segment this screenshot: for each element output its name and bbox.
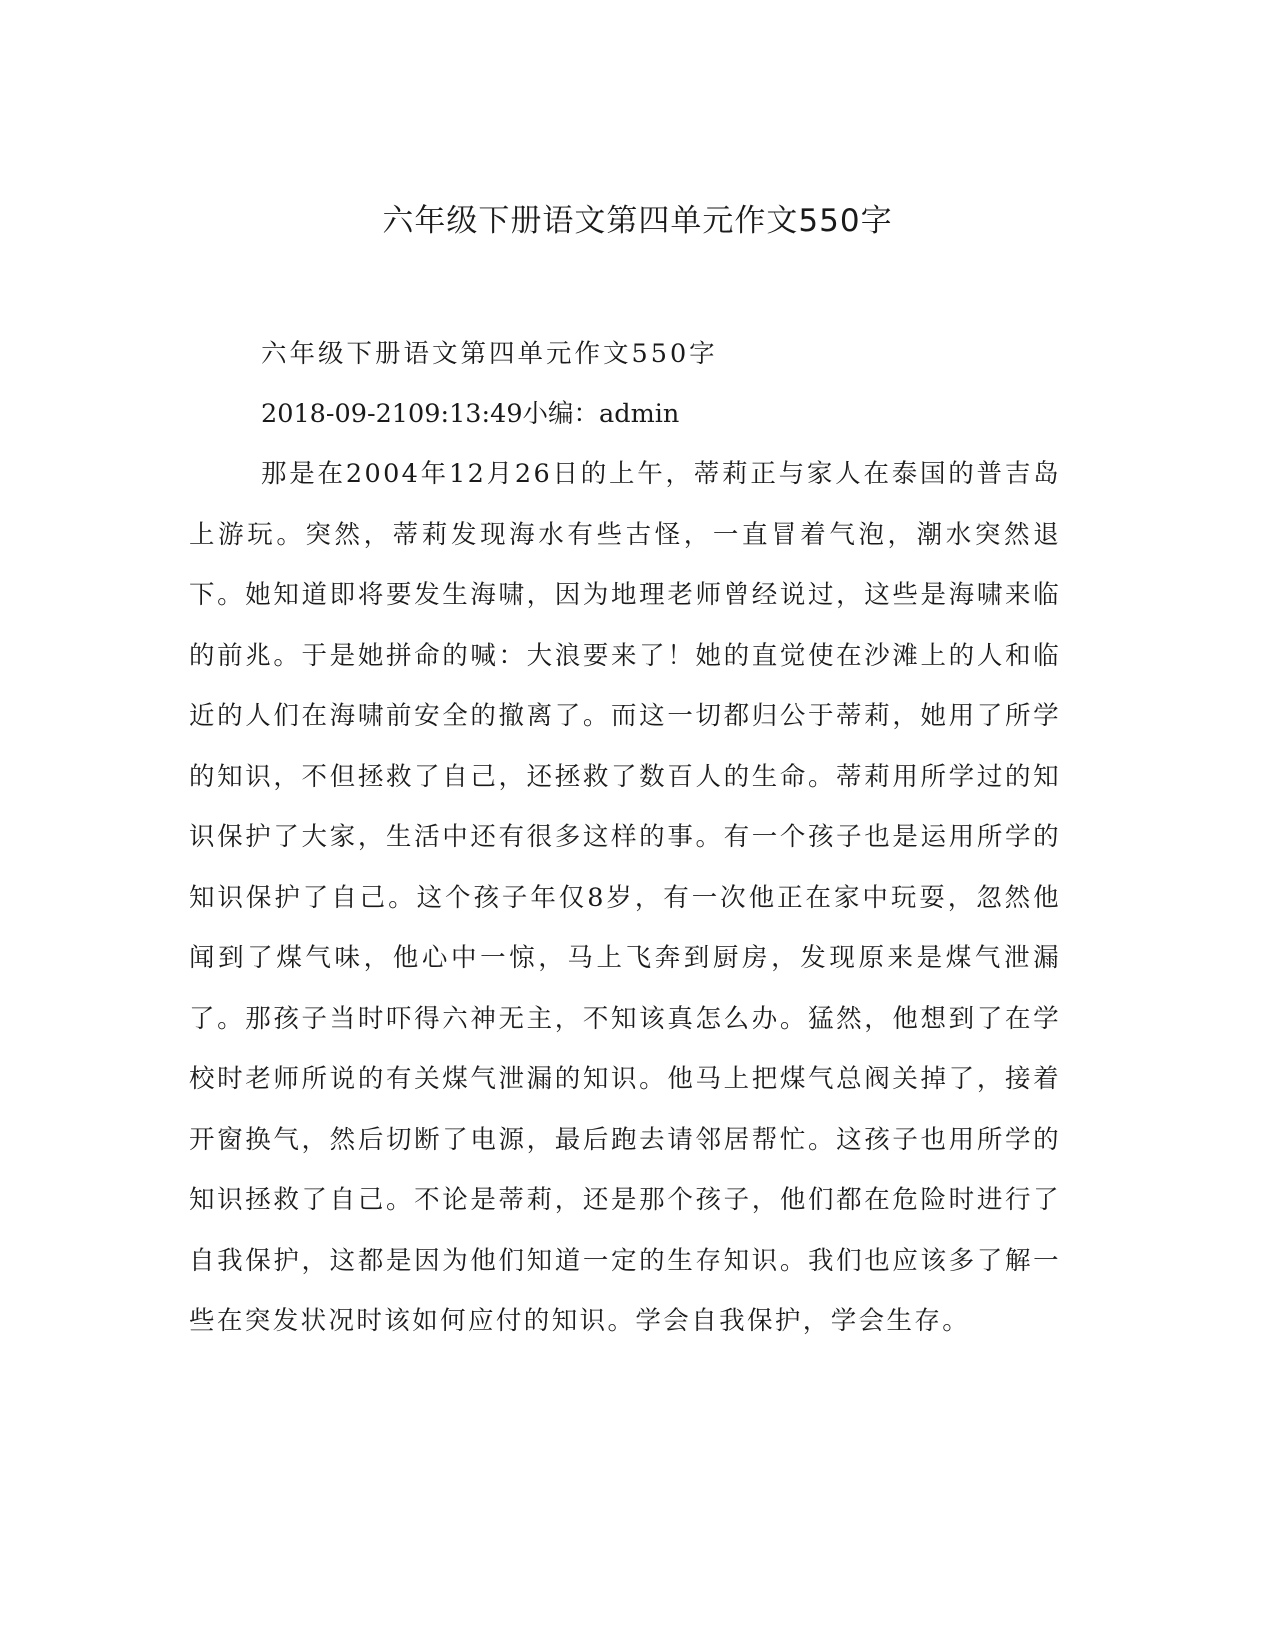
document-subtitle: 六年级下册语文第四单元作文550字 (261, 339, 718, 369)
document-title: 六年级下册语文第四单元作文550字 (382, 203, 893, 239)
document-content (189, 324, 1061, 1352)
document-meta: 2018-09-2109:13:49小编：admin (261, 399, 680, 429)
body-paragraph: 那是在2004年12月26日的上午，蒂莉正与家人在泰国的普吉岛上游玩。突然，蒂莉发现海水有些古怪，一直冒着气泡，潮水突然退下。她知道即将要发生海啸，因为地理老师曾经说过，这些是海啸来临的前兆。于是她拼命的喊：大浪要来了！她的直觉使在沙滩上的人和临近的人们在海啸前安全的撤离了。而这一切都归公于蒂莉，她用了所学的知识，不但拯救了自己，还拯救了数百人的生命。蒂莉用所学过的知识保护了大家，生活中还有很多这样的事。有一个孩子也是运用所学的知识保护了自己。这个孩子年仅8岁，有一次他正在家中玩耍，忽然他闻到了煤气味，他心中一惊，马上飞奔到厨房，发现原来是煤气泄漏了。那孩子当时吓得六神无主，不知该真怎么办。猛然，他想到了在学校时老师所说的有关煤气泄漏的知识。他马上把煤气总阀关掉了，接着开窗换气，然后切断了电源，最后跑去请邻居帮忙。这孩子也用所学的知识拯救了自己。不论是蒂莉，还是那个孩子，他们都在危险时进行了自我保护，这都是因为他们知道一定的生存知识。我们也应该多了解一些在突发状况时该如何应付的知识。学会自我保护，学会生存。 (189, 459, 1061, 1336)
